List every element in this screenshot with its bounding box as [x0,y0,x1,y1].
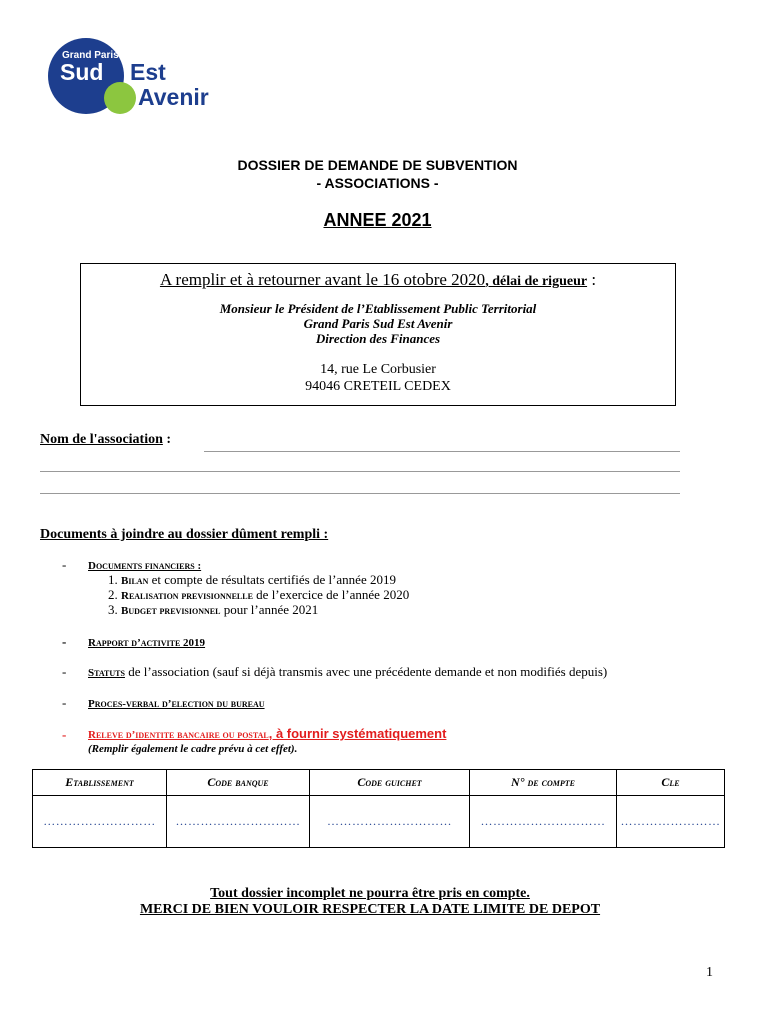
list-dash: - [62,557,67,572]
documents-section-title: Documents à joindre au dossier dûment rempli : [40,527,329,542]
financial-item-number: 3. [108,602,118,617]
submission-instruction-line [81,270,675,290]
grand-paris-sud-est-avenir-logo [46,36,216,122]
financial-documents-label: Documents financiers : [88,560,202,572]
logo-green-ball [104,82,136,114]
list-dash: - [62,634,67,649]
document-year: ANNEE 2021 [323,210,432,230]
incomplete-file-warning: Tout dossier incomplet ne pourra être pris en compte. [210,886,530,901]
financial-item-text: pour l’année 2021 [220,602,319,617]
financial-item-key: Realisation previsionnelle [121,590,253,602]
financial-item-number: 1. [108,572,118,587]
document-title: DOSSIER DE DEMANDE DE SUBVENTION [237,157,518,173]
association-name-label-text: Nom de l'association [40,432,163,447]
logo-text-sud: Sud [60,59,104,85]
logo-text-est: Est [130,59,166,85]
bank-details-table [32,769,725,848]
recipient-line-1: Monsieur le Président de l’Etablissement Public Territorial [219,301,537,316]
document-subtitle: - ASSOCIATIONS - [316,175,439,191]
logo-text-avenir: Avenir [138,84,209,110]
association-name-label [40,432,171,448]
code-guichet-field[interactable]: ………………………… [310,796,470,848]
financial-item-text: de l’exercice de l’année 2020 [252,587,410,602]
bank-details-note: (Remplir également le cadre prévu à cet effet). [88,743,298,755]
etablissement-field[interactable]: ……………………… [33,796,167,848]
association-name-field-line-1[interactable] [204,451,680,452]
table-row [33,796,725,848]
submission-instruction: A remplir et à retourner avant le 16 otobre 2020 [159,270,486,289]
association-name-colon: : [162,432,172,447]
list-dash: - [62,727,67,742]
instruction-colon: : [587,270,597,289]
financial-item-key: Budget previsionnel [121,605,221,617]
recipient-line-3: Direction des Finances [315,331,441,346]
column-header-numero-compte: N° de compte [470,770,617,796]
recipient-line-2: Grand Paris Sud Est Avenir [303,316,453,331]
logo-text-grand-paris: Grand Paris [62,50,119,61]
deadline-reminder: MERCI DE BIEN VOULOIR RESPECTER LA DATE LIMITE DE DEPOT [139,902,601,917]
board-election-minutes-item: Proces-verbal d’election du bureau [88,698,265,710]
financial-item-key: Bilan [121,575,149,587]
association-name-field-line-2[interactable] [40,471,680,472]
cle-field[interactable]: …………………… [617,796,725,848]
financial-item-1 [108,572,396,588]
list-dash: - [62,695,67,710]
column-header-cle: Cle [617,770,725,796]
association-name-field-line-3[interactable] [40,493,680,494]
financial-item-number: 2. [108,587,118,602]
code-banque-field[interactable]: ………………………… [167,796,310,848]
numero-compte-field[interactable]: ………………………… [470,796,617,848]
address-line-1: 14, rue Le Corbusier [320,362,436,377]
statutes-item: Statuts de l’association (sauf si déjà transmis avec une précédente demande et non modifiés depuis) [88,664,608,679]
address-line-2: 94046 CRETEIL CEDEX [305,379,451,394]
bank-details-item: Releve d’identite bancaire ou postal, à fournir systématiquement [88,726,447,741]
column-header-code-banque: Code banque [167,770,310,796]
list-dash: - [62,664,67,679]
column-header-etablissement: Etablissement [33,770,167,796]
financial-item-3 [108,602,318,618]
activity-report-item: Rapport d’activite 2019 [88,637,206,649]
submission-instructions-box [80,263,676,406]
table-header-row [33,770,725,796]
financial-item-text: et compte de résultats certifiés de l’année 2019 [148,572,396,587]
submission-deadline: , délai de rigueur [485,274,588,289]
financial-item-2 [108,587,409,603]
page-number: 1 [706,965,713,980]
column-header-code-guichet: Code guichet [310,770,470,796]
